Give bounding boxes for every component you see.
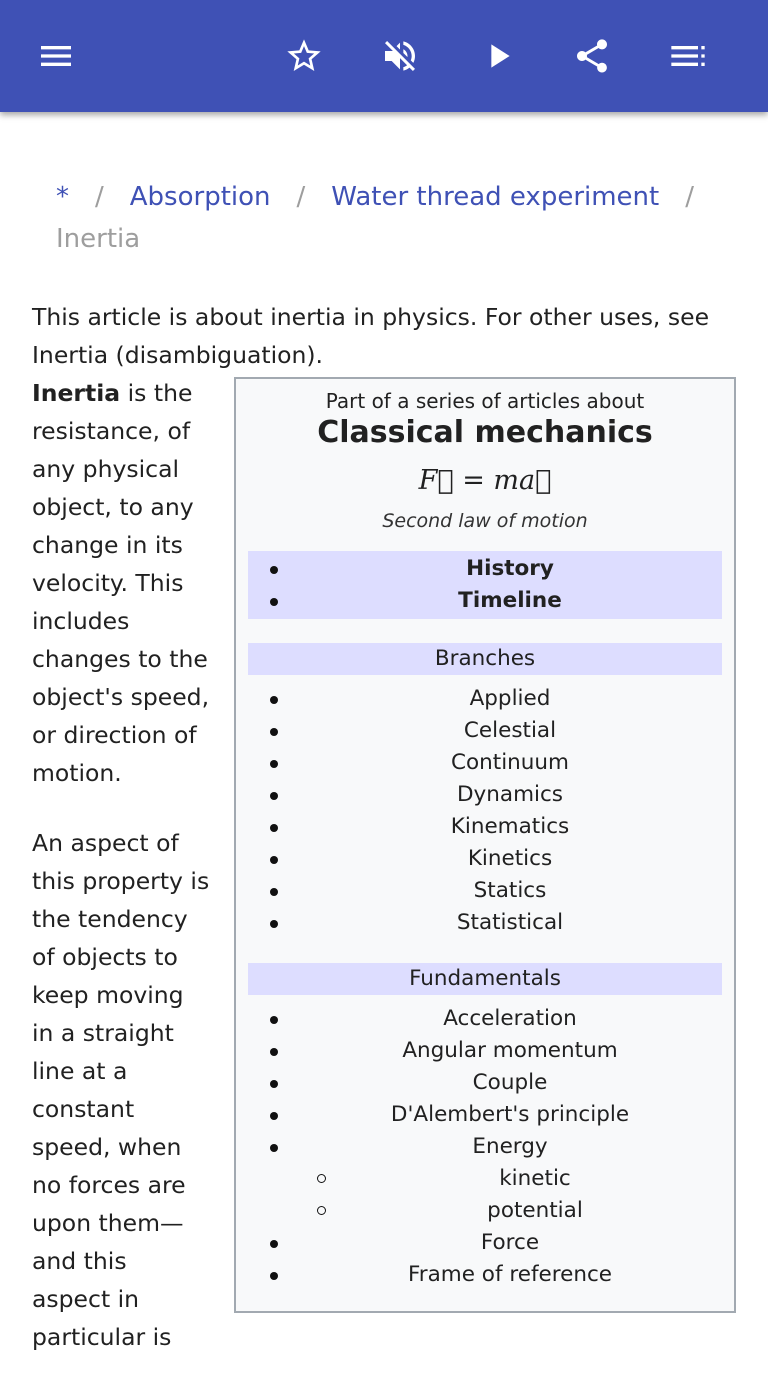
- playlist-icon: [668, 36, 708, 76]
- list-item[interactable]: Continuum: [248, 747, 722, 779]
- app-bar: [0, 0, 768, 112]
- breadcrumb-home[interactable]: *: [56, 182, 69, 212]
- star-outline-icon: [284, 36, 324, 76]
- infobox-fundamentals-header[interactable]: Fundamentals: [248, 963, 722, 995]
- menu-icon: [36, 36, 76, 76]
- infobox-title[interactable]: Classical mechanics: [317, 415, 653, 450]
- menu-button[interactable]: [28, 28, 84, 84]
- breadcrumb-separator: /: [95, 182, 104, 212]
- infobox-formula: F⃗ = ma⃗: [418, 465, 552, 496]
- list-item[interactable]: Statistical: [248, 907, 722, 939]
- hatnote: This article is about inertia in physics. For other uses, see Inertia (disambiguation).: [32, 303, 710, 369]
- breadcrumb: [56, 176, 736, 260]
- list-item[interactable]: D'Alembert's principle: [248, 1099, 722, 1131]
- infobox-branches-list: [248, 683, 722, 939]
- list-item[interactable]: Frame of reference: [248, 1259, 722, 1291]
- list-item[interactable]: Applied: [248, 683, 722, 715]
- list-item[interactable]: Kinetics: [248, 843, 722, 875]
- list-item[interactable]: Celestial: [248, 715, 722, 747]
- breadcrumb-item-absorption[interactable]: Absorption: [129, 182, 271, 212]
- infobox-link-history[interactable]: History: [248, 553, 722, 585]
- infobox-pretitle: Part of a series of articles about: [325, 389, 645, 413]
- list-item[interactable]: Energy: [248, 1131, 722, 1163]
- list-item[interactable]: potential: [248, 1195, 722, 1227]
- list-item[interactable]: Statics: [248, 875, 722, 907]
- contents-button[interactable]: [660, 28, 716, 84]
- infobox-top-links: [248, 553, 722, 617]
- article-content: [32, 298, 736, 1388]
- list-item[interactable]: Couple: [248, 1067, 722, 1099]
- article-term: Inertia: [32, 379, 121, 407]
- list-item[interactable]: kinetic: [248, 1163, 722, 1195]
- play-button[interactable]: [470, 28, 526, 84]
- infobox-fundamentals-list: [248, 1003, 722, 1163]
- infobox-fundamentals-list-continued: [248, 1227, 722, 1291]
- list-item[interactable]: Acceleration: [248, 1003, 722, 1035]
- share-button[interactable]: [564, 28, 620, 84]
- list-item[interactable]: Force: [248, 1227, 722, 1259]
- breadcrumb-item-water-thread[interactable]: Water thread experiment: [331, 182, 660, 212]
- infobox-caption[interactable]: Second law of motion: [382, 510, 588, 532]
- infobox-branches-header[interactable]: Branches: [248, 643, 722, 675]
- article-paragraph: An aspect of this property is the tendency of objects to keep moving in a straight line at a constant speed, when no forces are upon them—and this aspect in particular is: [32, 829, 210, 1351]
- article-paragraph-text: is the resistance, of any physical object, to any change in its velocity. This includes changes to the object's speed, or direction of motion.: [32, 379, 210, 787]
- list-item[interactable]: Dynamics: [248, 779, 722, 811]
- breadcrumb-current: Inertia: [56, 224, 141, 254]
- play-icon: [478, 36, 518, 76]
- infobox: [234, 377, 736, 1313]
- infobox-link-timeline[interactable]: Timeline: [248, 585, 722, 617]
- infobox-energy-sublist: [248, 1163, 722, 1227]
- bookmark-button[interactable]: [276, 28, 332, 84]
- share-icon: [572, 36, 612, 76]
- list-item[interactable]: Kinematics: [248, 811, 722, 843]
- infobox-history-block: [248, 551, 722, 619]
- list-item[interactable]: Angular momentum: [248, 1035, 722, 1067]
- breadcrumb-separator: /: [296, 182, 306, 212]
- mute-button[interactable]: [372, 28, 428, 84]
- breadcrumb-separator: /: [685, 182, 694, 212]
- volume-off-icon: [380, 36, 420, 76]
